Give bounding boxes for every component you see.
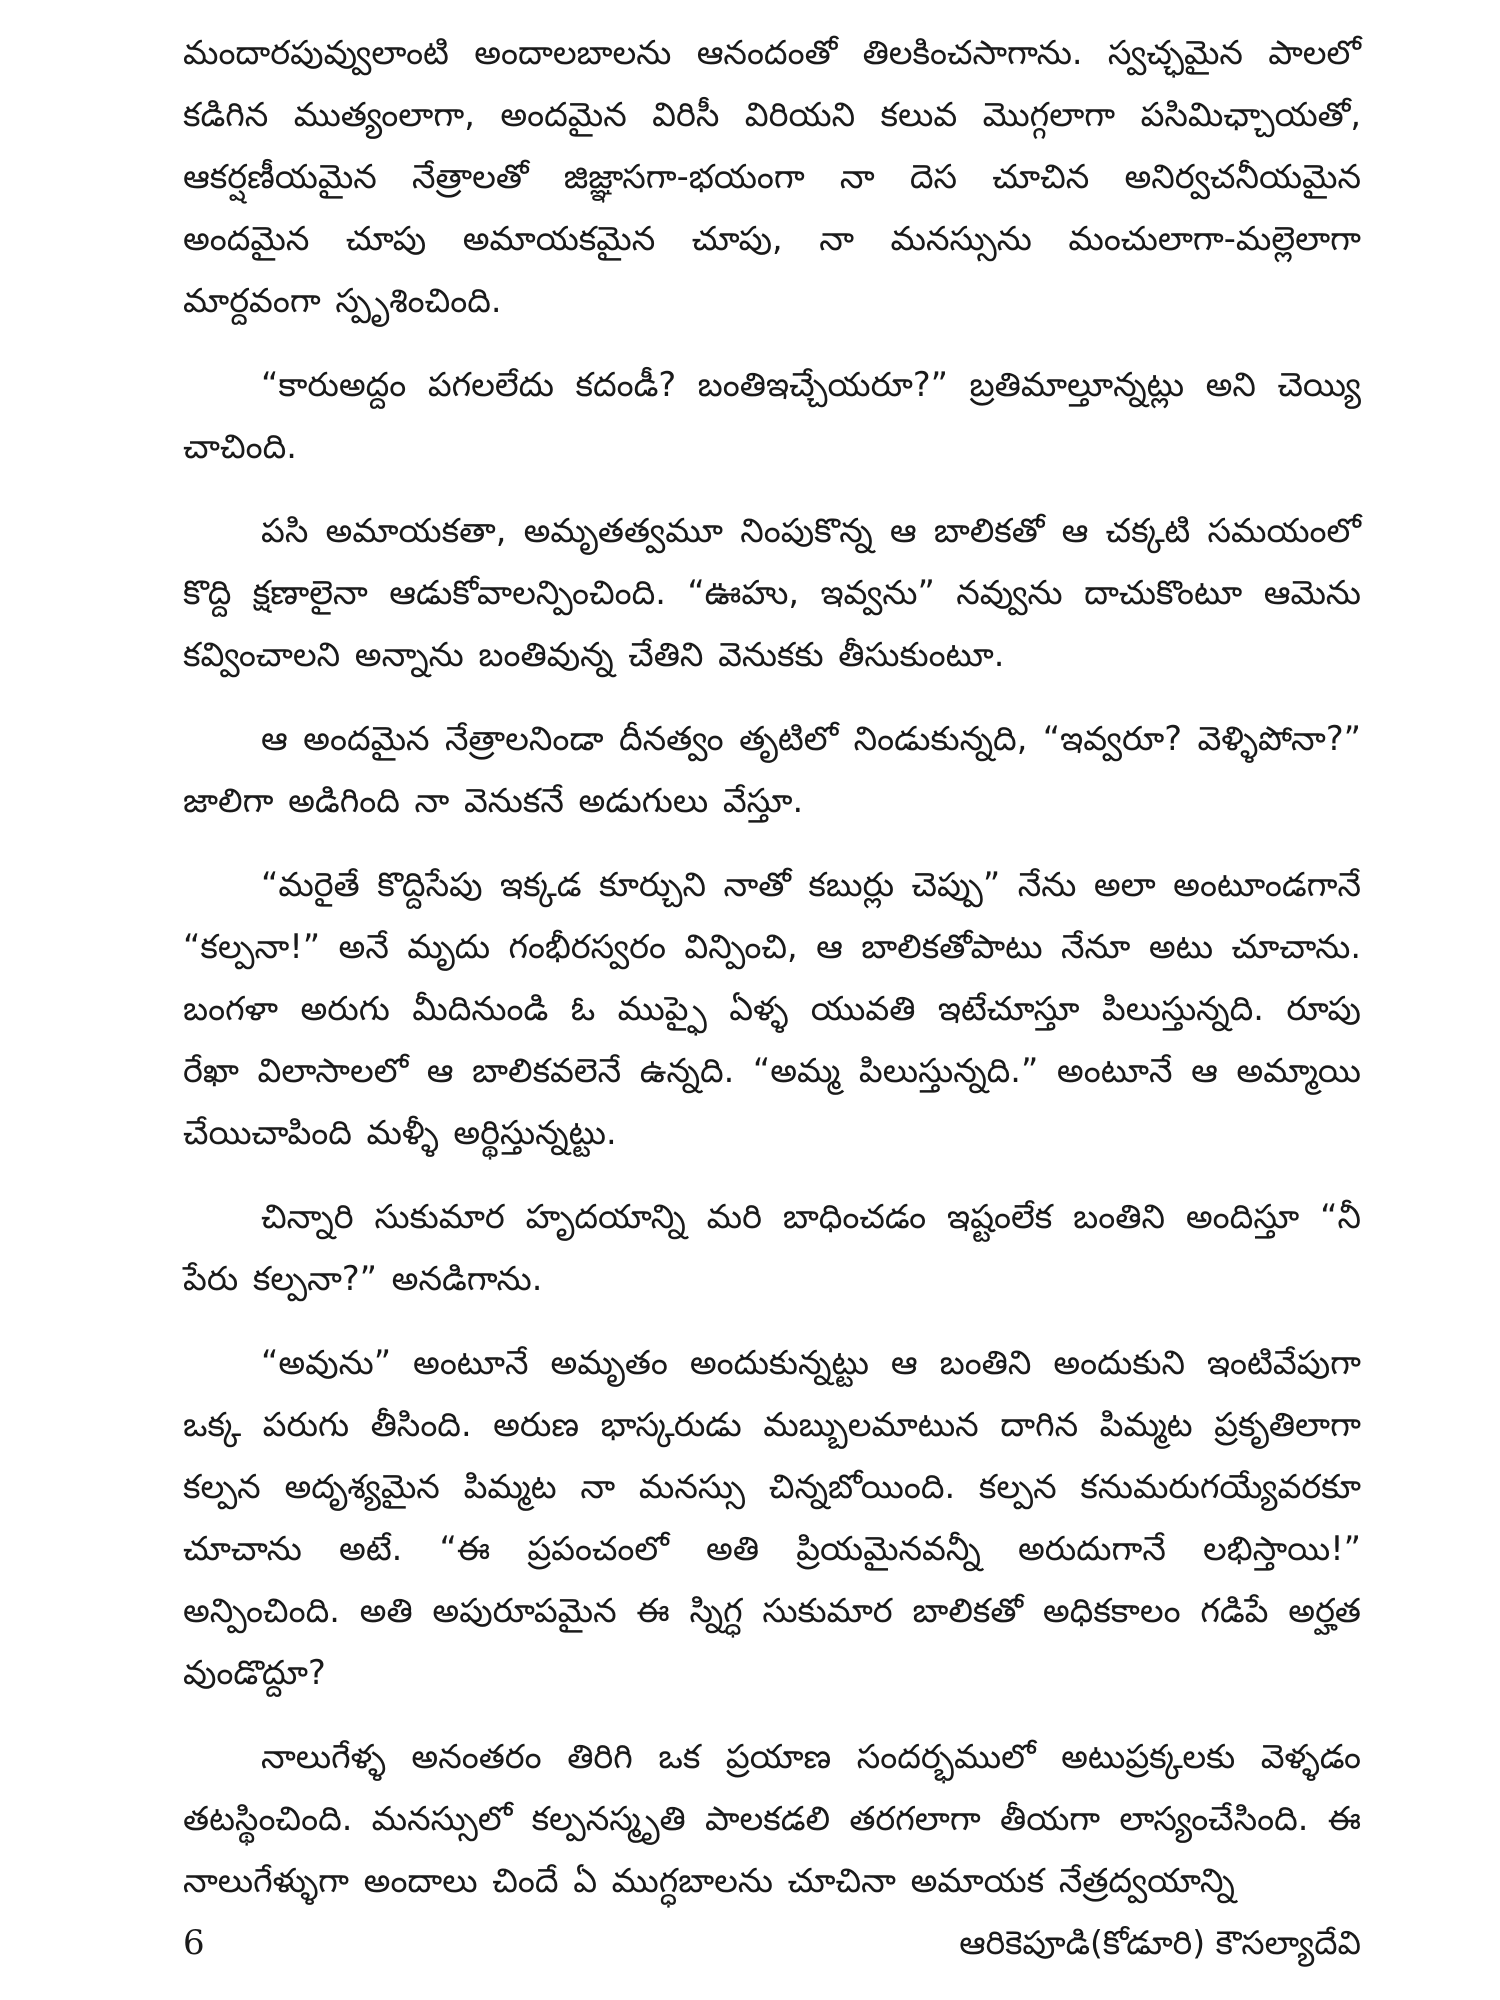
page-number: 6 xyxy=(183,1923,205,1963)
paragraph-6: చిన్నారి సుకుమార హృదయాన్ని మరి బాధించడం ఇష్టంలేక బంతిని అందిస్తూ “నీ పేరు కల్పనా?” అనడిగాను. xyxy=(183,1197,1361,1298)
paragraph-4: ఆ అందమైన నేత్రాలనిండా దీనత్వం తృటిలో నిండుకున్నది, “ఇవ్వరూ? వెళ్ళిపోనా?” జాలిగా అడిగింది నా వెనుకనే అడుగులు వేస్తూ. xyxy=(183,719,1361,820)
paragraph-3: పసి అమాయకతా, అమృతత్వమూ నింపుకొన్న ఆ బాలికతో ఆ చక్కటి సమయంలో కొద్ది క్షణాలైనా ఆడుకోవాలన్పించింది. “ఊహు, ఇవ్వను” నవ్వును దాచుకొంటూ ఆమెను కవ్వించాలని అన్నాను బంతివున్న చేతిని వెనుకకు తీసుకుంటూ. xyxy=(183,511,1361,674)
paragraph-7: “అవును” అంటూనే అమృతం అందుకున్నట్టు ఆ బంతిని అందుకుని ఇంటివేపుగా ఒక్క పరుగు తీసింది. అరుణ భాస్కరుడు మబ్బులమాటున దాగిన పిమ్మట ప్రకృతిలాగా కల్పన అదృశ్యమైన పిమ్మట నా మనస్సు చిన్నబోయింది. కల్పన కనుమరుగయ్యేవరకూ చూచాను అటే. “ఈ ప్రపంచంలో అతి ప్రియమైనవన్నీ అరుదుగానే లభిస్తాయి!” అన్పించింది. అతి అపురూపమైన ఈ స్నిగ్ధ సుకుమార బాలికతో అధికకాలం గడిపే అర్హత వుండొద్దూ? xyxy=(183,1343,1361,1692)
page-body xyxy=(183,22,1361,1912)
paragraph-2: “కారుఅద్దం పగలలేదు కదండీ? బంతిఇచ్చేయరూ?” బ్రతిమాల్తూన్నట్లు అని చెయ్యి చాచింది. xyxy=(183,365,1361,466)
paragraph-5: “మరైతే కొద్దిసేపు ఇక్కడ కూర్చుని నాతో కబుర్లు చెప్పు” నేను అలా అంటూండగానే “కల్పనా!” అనే మృదు గంభీరస్వరం విన్పించి, ఆ బాలికతోపాటు నేనూ అటు చూచాను. బంగళా అరుగు మీదినుండి ఓ ముప్ఫై ఏళ్ళ యువతి ఇటేచూస్తూ పిలుస్తున్నది. రూపు రేఖా విలాసాలలో ఆ బాలికవలెనే ఉన్నది. “అమ్మ పిలుస్తున్నది.” అంటూనే ఆ అమ్మాయి చేయిచాపింది మళ్ళీ అర్థిస్తున్నట్టు. xyxy=(183,865,1361,1152)
author-name: ఆరికెపూడి(కోడూరి) కౌసల్యాదేవి xyxy=(959,1923,1361,1962)
page-footer xyxy=(183,1918,1361,1968)
paragraph-8: నాలుగేళ్ళ అనంతరం తిరిగి ఒక ప్రయాణ సందర్భములో అటుప్రక్కలకు వెళ్ళడం తటస్థించింది. మనస్సులో కల్పనస్మృతి పాలకడలి తరగలాగా తీయగా లాస్యంచేసింది. ఈ నాలుగేళ్ళుగా అందాలు చిందే ఏ ముగ్ధబాలను చూచినా అమాయక నేత్రద్వయాన్ని xyxy=(183,1737,1361,1900)
paragraph-1: మందారపువ్వులాంటి అందాలబాలను ఆనందంతో తిలకించసాగాను. స్వచ్ఛమైన పాలలో కడిగిన ముత్యంలాగా, అందమైన విరిసీ విరియని కలువ మొగ్గలాగా పసిమిఛ్చాయతో, ఆకర్షణీయమైన నేత్రాలతో జిజ్ఞాసగా-భయంగా నా దెస చూచిన అనిర్వచనీయమైన అందమైన చూపు అమాయకమైన చూపు, నా మనస్సును మంచులాగా-మల్లెలాగా మార్దవంగా స్పృశించింది. xyxy=(183,33,1361,320)
